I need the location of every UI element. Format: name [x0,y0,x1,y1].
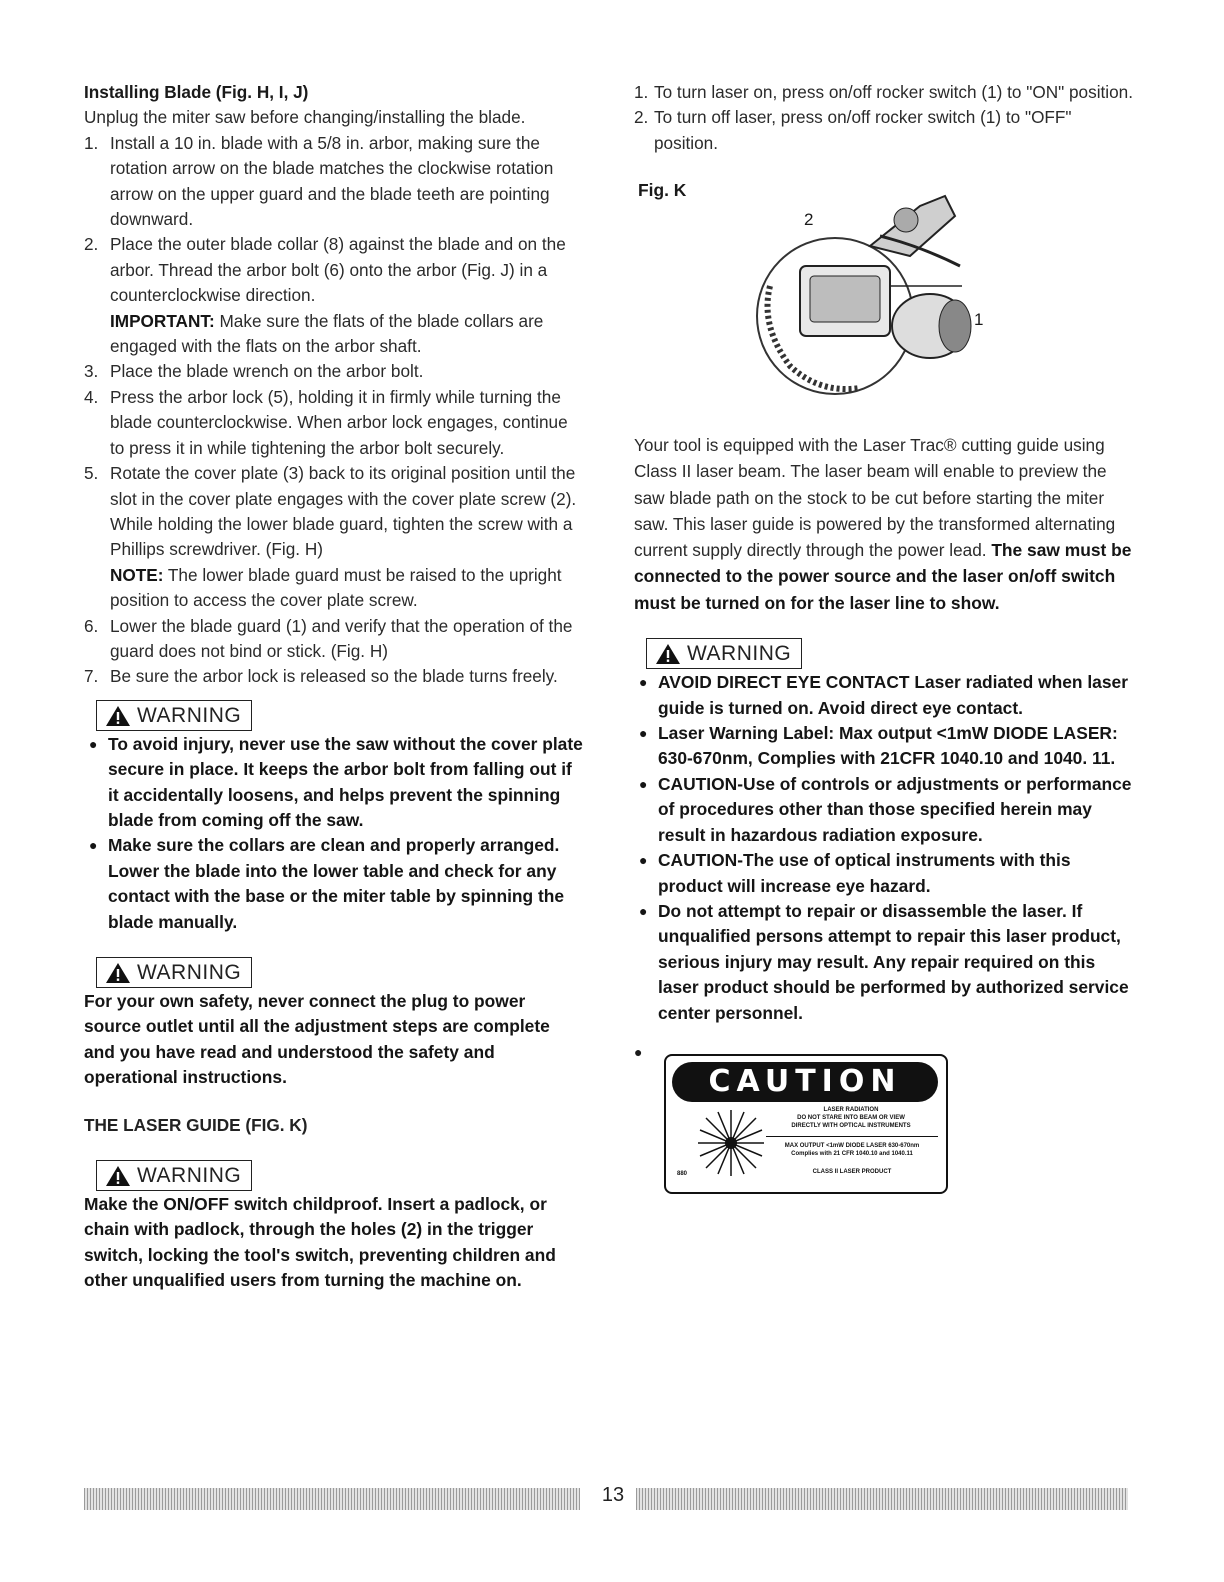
caution-label-block [634,1040,1134,1210]
warning-triangle-icon [655,643,681,665]
warning-triangle-icon [105,962,131,984]
list-item: ● Laser Warning Label: Max output <1mW DIODE LASER: 630-670nm, Complies with 21CFR 1040.10 and 1040. 11. [639,723,1118,769]
list-item: ● Make sure the collars are clean and properly arranged. Lower the blade into the lower table and check for any contact with the base or the miter table by spinning the blade manually. [89,835,565,932]
list-item: 2. Place the outer blade collar (8) against the blade and on the arbor. Thread the arbor bolt (6) onto the arbor (Fig. J) in a counterclockwise direction. IMPORTANT: Make sure the flats of the blade collars are engaged with the flats on the arbor shaft. [84,234,566,357]
warning-bullets [84,732,584,935]
warning-box: WARNING [646,638,802,669]
caution-line: DIRECTLY WITH OPTICAL INSTRUMENTS [791,1122,911,1129]
figure-k [634,170,984,410]
warning-triangle-icon [105,1165,131,1187]
warning-box: WARNING [96,1160,252,1191]
list-item: ● Do not attempt to repair or disassemble the laser. If unqualified persons attempt to repair this laser product, serious injury may result. Any repair required on this laser product should be performed by authorized service center personnel. [639,900,1129,1023]
list-item: 5. Rotate the cover plate (3) back to its original position until the slot in the cover plate engages with the cover plate screw (2). While holding the lower blade guard, tighten the screw with a Phillips screwdriver. (Fig. H) NOTE: The lower blade guard must be raised to the upright position to access the cover plate screw. [84,463,577,611]
laser-guide-heading: THE LASER GUIDE (FIG. K) [84,1114,308,1135]
page-number: 13 [601,1484,625,1506]
warning-triangle-icon [105,705,131,727]
list-item: ● AVOID DIRECT EYE CONTACT Laser radiated when laser guide is turned on. Avoid direct eye contact. [639,672,1128,718]
list-item: ● CAUTION-Use of controls or adjustments or performance of procedures other than those specified herein may result in hazardous radiation exposure. [639,773,1132,845]
list-item: 7. Be sure the arbor lock is released so the blade turns freely. [84,666,558,687]
caution-line: MAX OUTPUT <1mW DIODE LASER 630-670nm [784,1142,920,1149]
warning-box: WARNING [96,700,252,731]
list-item: 1. To turn laser on, press on/off rocker switch (1) to "ON" position. [634,82,1134,102]
caution-label [664,1054,948,1194]
callout-2: 2 [804,210,814,230]
list-item: 4. Press the arbor lock (5), holding it in firmly while turning the blade counterclockwise. When arbor lock engages, continue to press it in while tightening the arbor bolt securely. [84,386,568,458]
caution-line: DO NOT STARE INTO BEAM OR VIEW [797,1114,905,1121]
warning-text: For your own safety, never connect the plug to power source outlet until all the adjustment steps are complete and you have read and understood the safety and operational instructions. [84,991,550,1088]
warning-text: Make the ON/OFF switch childproof. Insert a padlock, or chain with padlock, through the holes (2) in the trigger switch, locking the tool's switch, preventing children and other unqualified users from turning the machine on. [84,1194,556,1291]
divider [766,1136,938,1138]
list-item: 2. To turn off laser, press on/off rocker switch (1) to "OFF" position. [634,107,1072,153]
caution-line: Complies with 21 CFR 1040.10 and 1040.11 [791,1150,913,1157]
right-column [634,80,1134,1210]
list-item: 1. Install a 10 in. blade with a 5/8 in. arbor, making sure the rotation arrow on the blade matches the clockwise rotation arrow on the upper guard and the blade teeth are pointing downward. [84,132,554,230]
footer-rule-right [636,1488,1128,1510]
caution-code: 880 [676,1170,687,1177]
laser-steps-list [634,80,1134,156]
footer-rule-left [84,1488,580,1510]
miter-saw-illustration [730,176,990,406]
warning-box: WARNING [96,957,252,988]
callout-1: 1 [974,310,984,330]
figure-label: Fig. K [638,180,687,201]
list-item: ● CAUTION-The use of optical instruments with this product will increase eye hazard. [639,850,1071,896]
laser-description: Your tool is equipped with the Laser Trac® cutting guide using Class II laser beam. The laser beam will enable to preview the saw blade path on the stock to be cut before starting the miter saw. This laser guide is powered by the transformed alternating current supply directly through the power lead. The saw must be connected to the power source and the laser on/off switch must be turned on for the laser line to show. [634,435,1132,613]
caution-line: CLASS II LASER PRODUCT [812,1168,892,1175]
bullet-dot: ● [634,1043,643,1060]
section-heading-installing-blade: Installing Blade (Fig. H, I, J) [84,82,309,102]
left-column [84,80,584,1294]
list-item: 3. Place the blade wrench on the arbor bolt. [84,361,424,382]
caution-line: LASER RADIATION [823,1106,879,1113]
install-steps-list [84,131,584,690]
list-item: ● To avoid injury, never use the saw without the cover plate secure in place. It keeps the arbor bolt from falling out if it accidentally loosens, and helps prevent the spinning blade from coming off the saw. [89,733,583,830]
laser-warning-bullets [634,670,1134,1026]
intro-text: Unplug the miter saw before changing/installing the blade. [84,107,526,128]
important-label: IMPORTANT: [110,310,215,331]
caution-banner: CAUTION [672,1062,938,1102]
list-item: 6. Lower the blade guard (1) and verify that the operation of the guard does not bind or stick. (Fig. H) [84,615,573,661]
note-label: NOTE: [110,564,164,585]
laser-starburst-icon [696,1108,766,1178]
